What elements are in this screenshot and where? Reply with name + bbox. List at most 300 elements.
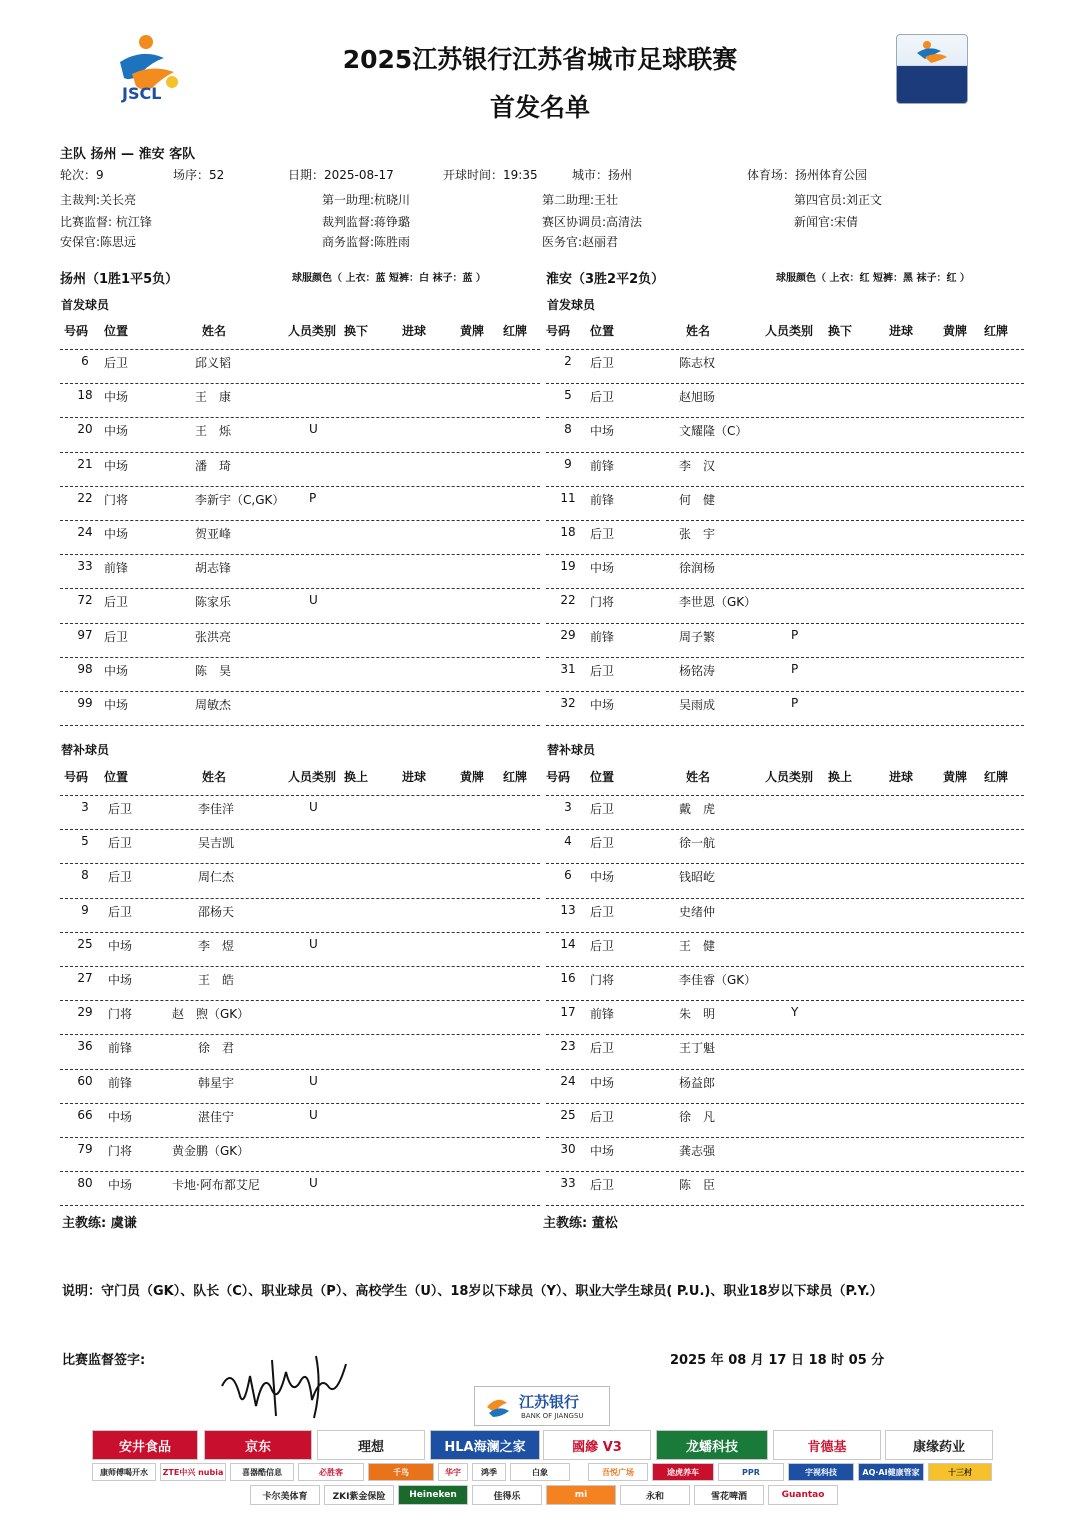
away-subs-header: 黄牌 [943, 770, 968, 784]
away-starters-divider [546, 486, 1024, 487]
away-subs-divider [546, 1103, 1024, 1104]
player-name: 王 烁 [195, 424, 232, 439]
player-name: 杨铭涛 [679, 663, 716, 678]
player-number: 5 [81, 834, 89, 849]
away-subs-divider [546, 1205, 1024, 1206]
player-position: 中场 [104, 527, 129, 541]
player-number: 79 [77, 1142, 93, 1156]
player-position: 后卫 [590, 1109, 615, 1124]
sponsor-logo: 永和 [620, 1485, 690, 1505]
home-subs-header: 黄牌 [460, 770, 485, 784]
away-subs-divider [546, 863, 1024, 864]
sponsor-logo: 喜器酷信息 [230, 1463, 294, 1481]
away-subs-divider [546, 932, 1024, 933]
home-starters-divider [60, 725, 540, 726]
stadium: 体育场：扬州体育公园 [747, 168, 868, 182]
player-position: 中场 [108, 1178, 133, 1193]
player-position: 后卫 [104, 356, 129, 370]
away-starters-divider [546, 417, 1024, 418]
home-subs-header: 号码 [64, 770, 89, 784]
sponsor-logo: Guantao [768, 1485, 838, 1505]
player-position: 中场 [104, 458, 129, 473]
away-starters-divider [546, 383, 1024, 384]
home-starters-divider [60, 657, 540, 658]
sponsor-logo: AQ·AI健康管家 [858, 1463, 924, 1481]
player-number: 97 [77, 627, 93, 642]
player-name: 钱昭屹 [679, 870, 716, 885]
player-position: 后卫 [590, 1178, 615, 1193]
official-entry: 第二助理:王壮 [542, 193, 619, 207]
player-position: 后卫 [104, 595, 129, 610]
sponsor-logo: ZTE中兴 nubia [160, 1463, 226, 1481]
bank-logo-icon [483, 1393, 511, 1421]
home-starters-divider [60, 452, 540, 453]
player-name: 潘 琦 [195, 458, 232, 473]
home-subs-header: 人员类别 [288, 770, 337, 784]
official-entry: 新闻官:宋倩 [794, 215, 859, 229]
sponsor-logo: 康师傅喝开水 [92, 1463, 156, 1481]
away-subs-divider [546, 898, 1024, 899]
away-subs-divider [546, 966, 1024, 967]
player-number: 31 [560, 661, 576, 676]
player-position: 后卫 [590, 904, 615, 919]
player-name: 邵杨天 [198, 904, 235, 919]
player-name: 陈家乐 [195, 595, 232, 610]
away-kit-colors: 球服颜色（ 上衣：红 短裤：黑 袜子：红 ） [776, 273, 970, 284]
away-starters-divider [546, 554, 1024, 555]
home-subs-divider [60, 1103, 540, 1104]
player-name: 周子繁 [679, 629, 716, 644]
home-starters-divider [60, 383, 540, 384]
player-category: U [309, 800, 318, 814]
bank-logo-subtext: BANK OF JIANGSU [521, 1412, 584, 1420]
home-subs-divider [60, 863, 540, 864]
player-name: 陈 臣 [679, 1178, 716, 1193]
player-position: 门将 [590, 595, 615, 610]
home-subs-divider [60, 1171, 540, 1172]
player-position: 前锋 [590, 458, 615, 473]
player-position: 门将 [590, 973, 615, 987]
player-position: 后卫 [590, 390, 615, 405]
sponsor-logo: 京东 [204, 1430, 312, 1460]
sponsor-logo: 必胜客 [298, 1463, 364, 1481]
player-position: 前锋 [590, 492, 615, 507]
player-name: 王 皓 [198, 973, 235, 987]
sponsor-logo: PPR [718, 1463, 784, 1481]
player-name: 李世恩（GK） [679, 595, 757, 610]
player-number: 24 [560, 1073, 576, 1088]
sponsor-logo: 十三村 [928, 1463, 992, 1481]
sponsor-logo: mi [546, 1485, 616, 1505]
player-number: 14 [560, 936, 576, 951]
player-category: P [791, 661, 799, 676]
match-number: 场序：52 [173, 168, 225, 182]
official-entry: 主裁判:关长亮 [60, 193, 137, 207]
away-starters-header: 姓名 [686, 324, 711, 338]
home-team-record: 扬州（1胜1平5负） [60, 272, 179, 287]
player-name: 赵旭旸 [679, 390, 716, 405]
home-coach: 主教练: 虞谦 [62, 1216, 137, 1231]
player-name: 朱 明 [679, 1007, 716, 1022]
player-number: 99 [77, 696, 93, 710]
away-subs-header: 进球 [889, 770, 914, 784]
away-subs-header: 换上 [828, 770, 853, 784]
away-starters-divider [546, 349, 1024, 350]
city: 城市：扬州 [572, 168, 633, 182]
player-position: 门将 [104, 492, 129, 507]
away-starters-divider [546, 452, 1024, 453]
player-number: 18 [77, 388, 93, 403]
player-number: 33 [77, 559, 93, 574]
player-position: 中场 [590, 1144, 615, 1158]
player-name: 吴雨成 [679, 698, 716, 712]
player-position: 中场 [590, 1075, 615, 1090]
match-date: 日期：2025-08-17 [288, 168, 394, 182]
sponsor-logo: 华宇 [438, 1463, 468, 1481]
away-subs-divider [546, 1000, 1024, 1001]
away-starters-divider [546, 725, 1024, 726]
player-number: 6 [81, 354, 89, 368]
home-subs-divider [60, 1069, 540, 1070]
player-number: 29 [560, 627, 576, 642]
player-number: 33 [560, 1176, 576, 1191]
home-subs-header: 姓名 [202, 770, 227, 784]
round: 轮次：9 [60, 168, 104, 182]
sponsor-logo: 安井食品 [92, 1430, 198, 1460]
home-subs-header: 进球 [402, 770, 427, 784]
away-subs-divider [546, 1034, 1024, 1035]
player-position: 前锋 [590, 629, 615, 644]
legend-note: 说明：守门员（GK）、队长（C）、职业球员（P）、高校学生（U）、18岁以下球员（Y）、职业大学生球员( P.U.)、职业18岁以下球员（P.Y.） [62, 1284, 883, 1299]
player-number: 2 [564, 354, 572, 368]
away-starters-header: 红牌 [984, 324, 1009, 338]
home-subs-divider [60, 932, 540, 933]
player-name: 张洪亮 [195, 629, 232, 644]
player-position: 后卫 [590, 663, 615, 678]
away-team-record: 淮安（3胜2平2负） [546, 272, 665, 287]
home-subs-divider [60, 795, 540, 796]
player-position: 后卫 [590, 527, 615, 541]
player-position: 中场 [590, 561, 615, 576]
player-number: 9 [81, 902, 89, 917]
player-number: 5 [564, 388, 572, 403]
player-name: 戴 虎 [679, 802, 716, 816]
signature-label: 比赛监督签字: [62, 1353, 146, 1368]
player-position: 前锋 [590, 1007, 615, 1022]
player-name: 卡地·阿布都艾尼 [172, 1178, 260, 1193]
player-number: 32 [560, 696, 576, 710]
player-name: 张 宇 [679, 527, 716, 541]
player-number: 60 [77, 1073, 93, 1088]
player-position: 后卫 [104, 629, 129, 644]
home-starters-divider [60, 520, 540, 521]
home-subs-title: 替补球员 [61, 743, 110, 757]
home-subs-divider [60, 898, 540, 899]
player-position: 中场 [108, 938, 133, 953]
player-position: 中场 [590, 698, 615, 712]
player-position: 中场 [590, 424, 615, 439]
sponsor-logo: Heineken [398, 1485, 468, 1505]
player-number: 16 [560, 971, 576, 985]
away-subs-title: 替补球员 [547, 743, 596, 757]
official-entry: 比赛监督: 杭江锋 [60, 215, 152, 229]
player-position: 后卫 [590, 356, 615, 370]
official-entry: 第四官员:刘正文 [794, 193, 883, 207]
player-number: 3 [81, 800, 89, 814]
player-number: 19 [560, 559, 576, 574]
teams-line: 主队 扬州 — 淮安 客队 [60, 147, 196, 162]
away-subs-header: 红牌 [984, 770, 1009, 784]
player-category: U [309, 1107, 318, 1122]
player-name: 湛佳宁 [198, 1109, 235, 1124]
player-position: 后卫 [108, 836, 133, 851]
player-number: 9 [564, 456, 572, 471]
bank-badge [896, 34, 968, 104]
player-number: 8 [81, 868, 89, 883]
player-name: 文耀隆（C） [679, 424, 748, 439]
away-starters-divider [546, 520, 1024, 521]
player-name: 杨益郎 [679, 1075, 716, 1090]
away-coach: 主教练: 董松 [543, 1216, 618, 1231]
sponsor-logo: 白象 [510, 1463, 570, 1481]
home-starters-title: 首发球员 [61, 298, 110, 312]
sponsor-logo: 吾悦广场 [588, 1463, 648, 1481]
sponsor-logo: ZKI紫金保险 [324, 1485, 394, 1505]
away-starters-title: 首发球员 [547, 298, 596, 312]
player-name: 李 煜 [198, 938, 235, 953]
page-title: 2025江苏银行江苏省城市足球联赛 [342, 45, 738, 74]
sponsor-logo: 佳得乐 [472, 1485, 542, 1505]
bank-badge-icon [897, 35, 967, 67]
home-subs-header: 位置 [104, 770, 129, 784]
official-entry: 医务官:赵丽君 [542, 235, 619, 249]
home-starters-divider [60, 691, 540, 692]
player-position: 中场 [104, 390, 129, 405]
sponsor-logo: 卡尔美体育 [250, 1485, 320, 1505]
player-number: 13 [560, 902, 576, 917]
home-starters-header: 姓名 [202, 324, 227, 338]
player-number: 6 [564, 868, 572, 883]
player-position: 后卫 [590, 938, 615, 953]
bank-of-jiangsu-logo [474, 1386, 610, 1426]
player-category: Y [791, 1005, 799, 1020]
bank-logo-text: 江苏银行 [519, 1393, 580, 1411]
home-starters-header: 号码 [64, 324, 89, 338]
away-subs-divider [546, 1137, 1024, 1138]
home-starters-divider [60, 623, 540, 624]
player-number: 36 [77, 1039, 93, 1054]
home-starters-divider [60, 349, 540, 350]
player-name: 周仁杰 [198, 870, 235, 885]
player-category: U [309, 422, 318, 437]
player-number: 4 [564, 834, 572, 849]
away-subs-divider [546, 829, 1024, 830]
player-position: 门将 [108, 1144, 133, 1158]
player-number: 17 [560, 1005, 576, 1020]
away-subs-divider [546, 1069, 1024, 1070]
player-position: 前锋 [108, 1041, 133, 1056]
player-number: 80 [77, 1176, 93, 1191]
home-subs-divider [60, 829, 540, 830]
sponsor-logo: 鸿季 [472, 1463, 506, 1481]
player-category: P [791, 627, 799, 642]
player-name: 王 康 [195, 390, 232, 405]
player-name: 韩星宇 [198, 1075, 235, 1090]
home-starters-header: 人员类别 [288, 324, 337, 338]
player-number: 22 [77, 490, 93, 505]
player-name: 史绪仲 [679, 904, 716, 919]
home-starters-divider [60, 554, 540, 555]
official-entry: 裁判监督:蒋铮璐 [322, 215, 411, 229]
player-name: 黄金鹏（GK） [172, 1144, 250, 1158]
sponsor-logo: 國縿 V3 [543, 1430, 651, 1460]
player-position: 中场 [590, 870, 615, 885]
player-position: 中场 [104, 424, 129, 439]
sponsor-logo: 雪花啤酒 [694, 1485, 764, 1505]
away-subs-header: 位置 [590, 770, 615, 784]
away-subs-divider [546, 795, 1024, 796]
home-subs-divider [60, 966, 540, 967]
sponsor-logo: 千鸟 [368, 1463, 434, 1481]
player-number: 21 [77, 456, 93, 471]
player-name: 李 汉 [679, 458, 716, 473]
player-number: 22 [560, 593, 576, 608]
away-subs-header: 姓名 [686, 770, 711, 784]
player-number: 27 [77, 971, 93, 985]
home-subs-divider [60, 1205, 540, 1206]
away-starters-header: 黄牌 [943, 324, 968, 338]
away-starters-header: 位置 [590, 324, 615, 338]
sponsor-logo: 理想 [317, 1430, 425, 1460]
player-position: 后卫 [590, 1041, 615, 1056]
away-starters-divider [546, 588, 1024, 589]
player-number: 30 [560, 1142, 576, 1156]
player-name: 陈志权 [679, 356, 716, 370]
player-number: 20 [77, 422, 93, 437]
sponsor-logo: 康缘药业 [885, 1430, 993, 1460]
player-category: U [309, 593, 318, 608]
jscl-logo-text: JSCL [122, 84, 162, 103]
player-name: 贺亚峰 [195, 527, 232, 541]
player-category: U [309, 1073, 318, 1088]
player-category: U [309, 936, 318, 951]
player-category: U [309, 1176, 318, 1191]
player-name: 王 健 [679, 938, 716, 953]
player-position: 后卫 [108, 904, 133, 919]
player-name: 龚志强 [679, 1144, 716, 1158]
player-name: 胡志锋 [195, 561, 232, 576]
player-number: 11 [560, 490, 576, 505]
home-starters-header: 进球 [402, 324, 427, 338]
sponsor-logo: 宇视科技 [788, 1463, 854, 1481]
player-number: 25 [560, 1107, 576, 1122]
player-name: 赵 煦（GK） [172, 1007, 250, 1022]
home-subs-divider [60, 1034, 540, 1035]
player-number: 23 [560, 1039, 576, 1054]
away-subs-header: 人员类别 [765, 770, 814, 784]
player-position: 后卫 [108, 870, 133, 885]
player-number: 29 [77, 1005, 93, 1020]
player-position: 中场 [108, 973, 133, 987]
home-starters-divider [60, 486, 540, 487]
handwritten-signature [212, 1346, 362, 1422]
away-starters-divider [546, 623, 1024, 624]
player-number: 72 [77, 593, 93, 608]
away-starters-header: 人员类别 [765, 324, 814, 338]
player-position: 前锋 [104, 561, 129, 576]
player-position: 中场 [104, 663, 129, 678]
player-position: 中场 [108, 1109, 133, 1124]
player-category: P [309, 490, 317, 505]
player-name: 王丁魁 [679, 1041, 716, 1056]
away-starters-header: 号码 [546, 324, 571, 338]
home-subs-header: 红牌 [503, 770, 528, 784]
sponsor-logo: 肯德基 [773, 1430, 881, 1460]
player-position: 后卫 [590, 836, 615, 851]
player-number: 98 [77, 661, 93, 676]
page-subtitle: 首发名单 [489, 93, 590, 122]
sponsor-logo: HLA海澜之家 [430, 1430, 540, 1460]
player-name: 徐 凡 [679, 1109, 716, 1124]
away-subs-header: 号码 [546, 770, 571, 784]
home-starters-header: 黄牌 [460, 324, 485, 338]
player-category: P [791, 696, 799, 710]
player-name: 徐润杨 [679, 561, 716, 576]
kickoff-time: 开球时间：19:35 [443, 168, 538, 182]
home-starters-header: 红牌 [503, 324, 528, 338]
home-subs-divider [60, 1000, 540, 1001]
player-number: 3 [564, 800, 572, 814]
official-entry: 赛区协调员:高清法 [542, 215, 643, 229]
home-starters-divider [60, 417, 540, 418]
player-name: 吴吉凯 [198, 836, 235, 851]
home-kit-colors: 球服颜色（ 上衣：蓝 短裤：白 袜子：蓝 ） [292, 273, 486, 284]
player-name: 李佳睿（GK） [679, 973, 757, 987]
official-entry: 第一助理:杭晓川 [322, 193, 411, 207]
home-starters-header: 换下 [344, 324, 369, 338]
player-position: 后卫 [590, 802, 615, 816]
home-starters-divider [60, 588, 540, 589]
player-position: 前锋 [108, 1075, 133, 1090]
player-name: 陈 昊 [195, 663, 232, 678]
official-entry: 安保官:陈思远 [60, 235, 137, 249]
player-number: 18 [560, 525, 576, 539]
home-subs-divider [60, 1137, 540, 1138]
away-starters-divider [546, 657, 1024, 658]
away-starters-header: 进球 [889, 324, 914, 338]
sponsor-logo: 龙蟠科技 [656, 1430, 768, 1460]
player-number: 24 [77, 525, 93, 539]
player-name: 李新宇（C,GK） [195, 492, 285, 507]
official-entry: 商务监督:陈胜雨 [322, 235, 411, 249]
player-name: 周敏杰 [195, 698, 232, 712]
home-subs-header: 换上 [344, 770, 369, 784]
player-name: 徐一航 [679, 836, 716, 851]
home-starters-header: 位置 [104, 324, 129, 338]
player-name: 何 健 [679, 492, 716, 507]
player-position: 门将 [108, 1007, 133, 1022]
away-subs-divider [546, 1171, 1024, 1172]
player-name: 李佳洋 [198, 802, 235, 816]
away-starters-header: 换下 [828, 324, 853, 338]
player-number: 8 [564, 422, 572, 437]
player-name: 邱义韬 [195, 356, 232, 370]
player-position: 中场 [104, 698, 129, 712]
player-number: 66 [77, 1107, 93, 1122]
sponsor-logo: 途虎养车 [652, 1463, 714, 1481]
player-position: 后卫 [108, 802, 133, 816]
player-number: 25 [77, 936, 93, 951]
